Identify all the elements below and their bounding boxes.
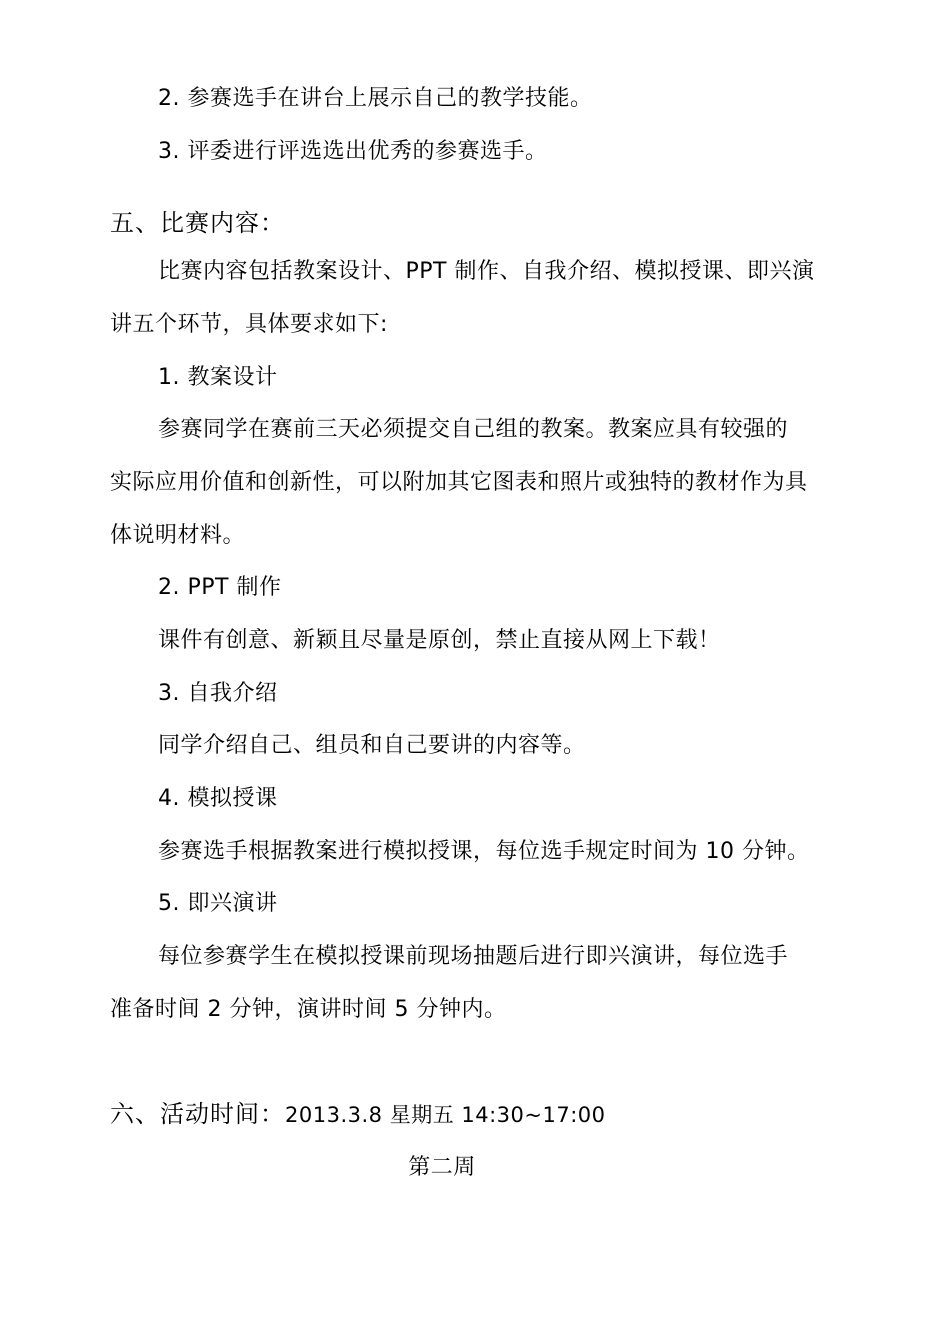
item5-line2: 准备时间 2 分钟，演讲时间 5 分钟内。: [110, 997, 507, 1022]
section4-item-3: 3. 评委进行评选选出优秀的参赛选手。: [158, 139, 548, 164]
section6-heading: 六、活动时间：: [110, 1100, 285, 1128]
item3-line1: 同学介绍自己、组员和自己要讲的内容等。: [158, 733, 586, 758]
item3-title: 3. 自我介绍: [158, 681, 278, 706]
item2-line1: 课件有创意、新颖且尽量是原创，禁止直接从网上下载！: [158, 628, 721, 653]
item1-title: 1. 教案设计: [158, 365, 278, 390]
item4-line1: 参赛选手根据教案进行模拟授课，每位选手规定时间为 10 分钟。: [158, 839, 810, 864]
page-footer: 第二周: [408, 1155, 476, 1180]
section6-time-value: 2013.3.8 星期五 14:30~17:00: [285, 1103, 606, 1127]
item5-line1: 每位参赛学生在模拟授课前现场抽题后进行即兴演讲，每位选手: [158, 944, 789, 969]
section5-heading: 五、比赛内容：: [110, 209, 285, 237]
item1-line3: 体说明材料。: [110, 523, 246, 548]
item4-title: 4. 模拟授课: [158, 786, 278, 811]
section4-item-2: 2. 参赛选手在讲台上展示自己的教学技能。: [158, 86, 593, 111]
section6-line: [110, 1100, 606, 1130]
item1-line2: 实际应用价值和创新性，可以附加其它图表和照片或独特的教材作为具: [110, 470, 808, 495]
item1-line1: 参赛同学在赛前三天必须提交自己组的教案。教案应具有较强的: [158, 417, 789, 442]
section5-intro-line2: 讲五个环节，具体要求如下:: [110, 312, 388, 337]
item5-title: 5. 即兴演讲: [158, 891, 278, 916]
section5-intro-line1: 比赛内容包括教案设计、PPT 制作、自我介绍、模拟授课、即兴演: [158, 259, 815, 284]
item2-title: 2. PPT 制作: [158, 575, 282, 600]
